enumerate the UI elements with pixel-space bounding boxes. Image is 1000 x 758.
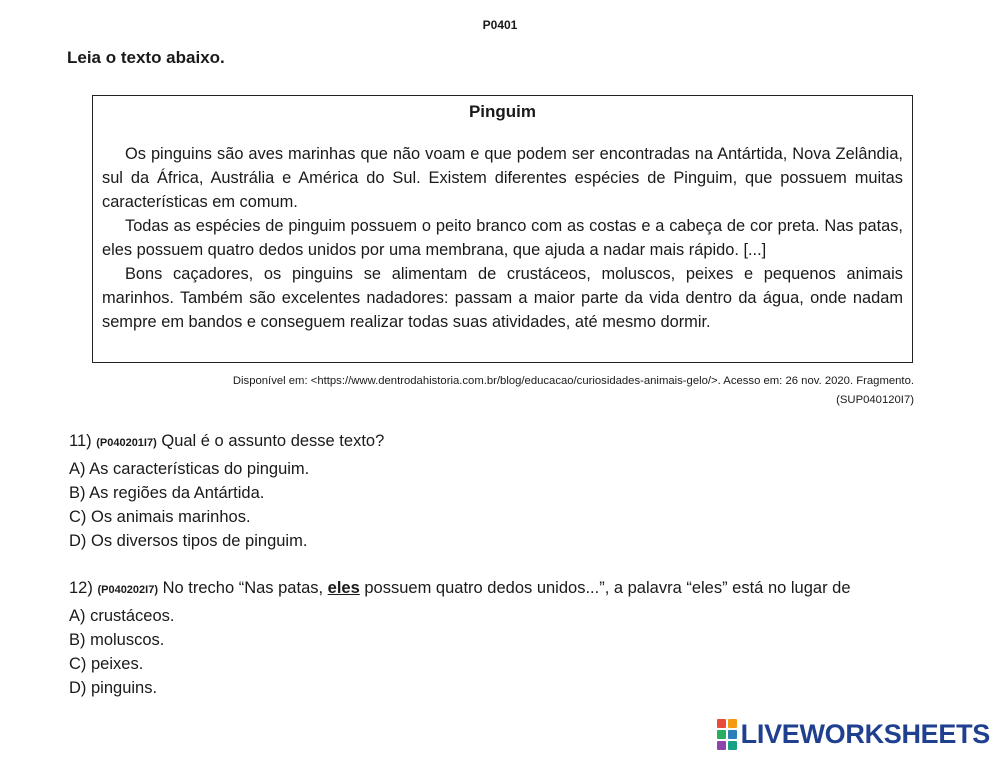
question-prompt: Qual é o assunto desse texto? xyxy=(161,432,385,450)
text-paragraph: Todas as espécies de pinguim possuem o peito branco com as costas e a cabeça de cor preta. Nas patas, eles possuem quatro dedos unidos por uma membrana, que ajuda a nadar mais rápido. [...] xyxy=(102,217,903,259)
question-stem xyxy=(69,579,851,598)
reading-text-box xyxy=(92,95,913,363)
question-code: (P040201I7) xyxy=(96,437,157,449)
answer-options xyxy=(69,604,851,700)
source-citation xyxy=(92,372,914,410)
item-code: (SUP040120I7) xyxy=(836,394,914,406)
logo-cell xyxy=(728,741,737,750)
logo-cell xyxy=(717,719,726,728)
page-code: P0401 xyxy=(482,18,518,32)
question-stem xyxy=(69,432,384,451)
question-number: 12) xyxy=(69,579,93,597)
question-number: 11) xyxy=(69,432,92,450)
answer-option-c[interactable]: C) peixes. xyxy=(69,655,144,673)
answer-option-a[interactable]: A) As características do pinguim. xyxy=(69,460,310,478)
question-code: (P040202I7) xyxy=(97,584,158,596)
logo-grid-icon xyxy=(717,719,737,750)
text-paragraph: Os pinguins são aves marinhas que não voam e que podem ser encontradas na Antártida, Nova Zelândia, sul da África, Austrália e América do Sul. Existem diferentes espécies de Pinguim, que possuem muitas características em comum. xyxy=(102,145,903,211)
question-11 xyxy=(69,432,384,553)
question-prompt-start: No trecho “Nas patas, xyxy=(162,579,328,597)
question-12 xyxy=(69,579,851,700)
logo-cell xyxy=(717,741,726,750)
instruction-text: Leia o texto abaixo. xyxy=(67,48,225,67)
answer-option-d[interactable]: D) pinguins. xyxy=(69,679,158,697)
answer-option-b[interactable]: B) moluscos. xyxy=(69,631,165,649)
answer-option-b[interactable]: B) As regiões da Antártida. xyxy=(69,484,265,502)
answer-options xyxy=(69,457,384,553)
logo-text: LIVEWORKSHEETS xyxy=(740,719,990,749)
underlined-word: eles xyxy=(327,579,360,597)
answer-option-d[interactable]: D) Os diversos tipos de pinguim. xyxy=(69,532,308,550)
question-prompt-end: possuem quatro dedos unidos...”, a palavra “eles” está no lugar de xyxy=(359,579,851,597)
answer-option-a[interactable]: A) crustáceos. xyxy=(69,607,175,625)
text-paragraph: Bons caçadores, os pinguins se alimentam de crustáceos, moluscos, peixes e pequenos animais marinhos. Também são excelentes nadadores: passam a maior parte da vida dentro da água, onde nadam sempre em bandos e conseguem realizar todas suas atividades, até mesmo dormir. xyxy=(102,265,903,331)
text-title: Pinguim xyxy=(468,102,537,121)
liveworksheets-logo xyxy=(717,719,990,750)
answer-option-c[interactable]: C) Os animais marinhos. xyxy=(69,508,251,526)
logo-cell xyxy=(717,730,726,739)
logo-cell xyxy=(728,730,737,739)
logo-cell xyxy=(728,719,737,728)
citation-text: Disponível em: <https://www.dentrodahistoria.com.br/blog/educacao/curiosidades-animais-gelo/>. Acesso em: 26 nov. 2020. Fragmento. xyxy=(232,375,914,387)
